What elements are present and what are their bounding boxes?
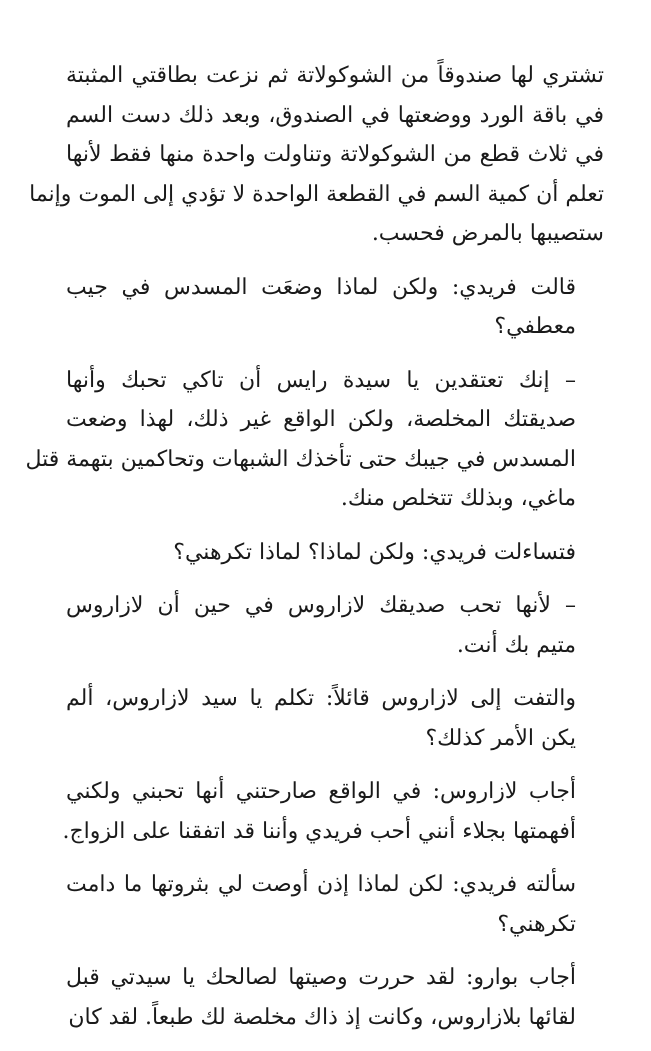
text-line: سألته فريدي: لكن لماذا إذن أوصت لي بثروتها ما دامت bbox=[66, 872, 576, 897]
text-line: تعلم أن كمية السم في القطعة الواحدة لا تؤدي إلى الموت وإنما bbox=[29, 181, 604, 207]
paragraph bbox=[66, 865, 604, 944]
text-line: في باقة الورد ووضعتها في الصندوق، وبعد ذلك دست السم bbox=[66, 102, 604, 128]
text-line: – إنك تعتقدين يا سيدة رايس أن تاكي تحبك وأنها bbox=[66, 367, 576, 393]
text-line: – لأنها تحب صديقك لازاروس في حين أن لازاروس bbox=[66, 593, 576, 618]
paragraph bbox=[62, 772, 604, 851]
paragraph bbox=[66, 268, 604, 347]
text-line: المسدس في جيبك حتى تأخذك الشبهات وتحاكمين بتهمة قتل bbox=[25, 446, 576, 472]
text-line: أفهمتها بجلاء أنني أحب فريدي وأننا قد اتفقنا على الزواج. bbox=[62, 818, 576, 844]
paragraph bbox=[25, 361, 604, 519]
text-line: أجاب لازاروس: في الواقع صارحتني أنها تحبني ولكني bbox=[66, 779, 576, 804]
text-line: متيم بك أنت. bbox=[456, 632, 576, 658]
text-line: صديقتك المخلصة، ولكن الواقع غير ذلك، لهذا وضعت bbox=[66, 407, 576, 432]
text-line: تكرهني؟ bbox=[497, 911, 576, 937]
paragraph bbox=[66, 679, 604, 758]
text-line: أجاب بوارو: لقد حررت وصيتها لصالحك يا سيدتي قبل bbox=[66, 965, 576, 990]
text-line: تشتري لها صندوقاً من الشوكولاتة ثم نزعت بطاقتي المثبتة bbox=[66, 63, 604, 88]
text-line: فتساءلت فريدي: ولكن لماذا؟ لماذا تكرهني؟ bbox=[173, 539, 576, 565]
page-text bbox=[25, 56, 604, 1051]
paragraph bbox=[66, 586, 604, 665]
text-line: يكن الأمر كذلك؟ bbox=[425, 725, 576, 751]
paragraph bbox=[66, 958, 604, 1037]
paragraph bbox=[29, 56, 604, 254]
text-line: في ثلاث قطع من الشوكولاتة وتناولت واحدة منها فقط لأنها bbox=[66, 142, 604, 167]
text-line: ماغي، وبذلك تتخلص منك. bbox=[340, 486, 576, 511]
text-line: معطفي؟ bbox=[494, 314, 576, 339]
text-line: لقائها بلازاروس، وكانت إذ ذاك مخلصة لك طبعاً. لقد كان bbox=[68, 1004, 576, 1030]
text-line: قالت فريدي: ولكن لماذا وضعَت المسدس في جيب bbox=[66, 274, 576, 300]
text-line: والتفت إلى لازاروس قائلاً: تكلم يا سيد لازاروس، ألم bbox=[66, 686, 576, 711]
paragraph bbox=[66, 533, 604, 573]
text-line: ستصيبها بالمرض فحسب. bbox=[371, 221, 604, 246]
